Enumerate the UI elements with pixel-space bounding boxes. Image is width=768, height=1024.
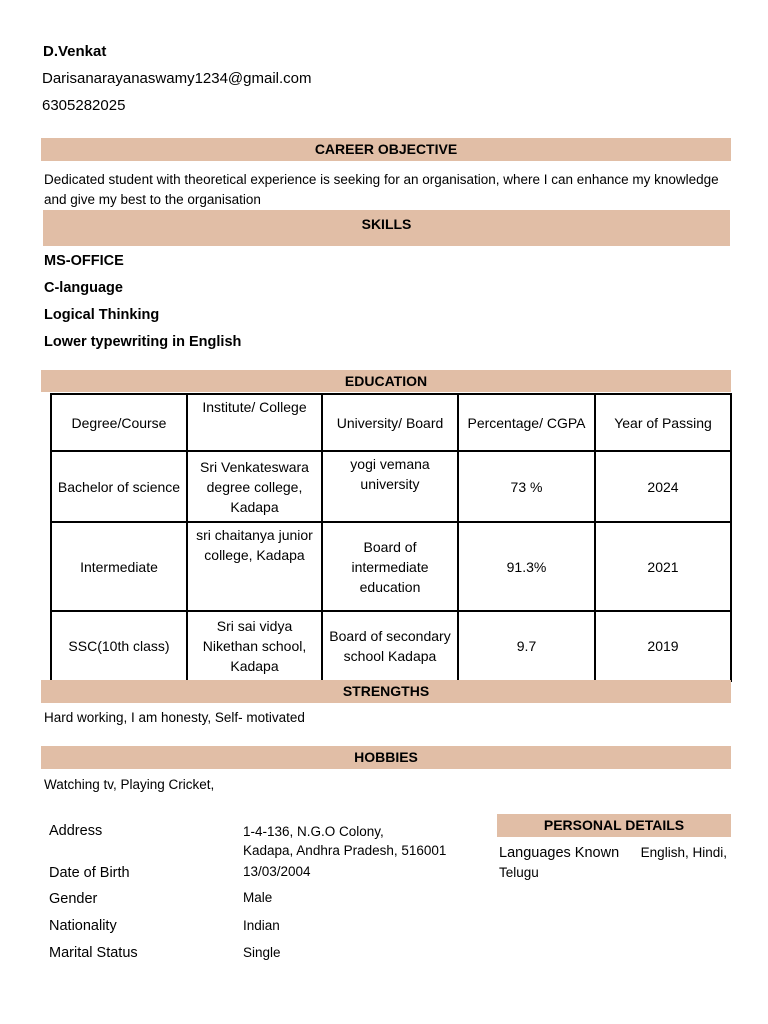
address-label: Address: [49, 823, 103, 839]
table-row: [51, 611, 731, 681]
table-cell: Bachelor of science: [51, 451, 187, 522]
header-cell: University/ Board: [322, 394, 458, 451]
header-cell: Degree/Course: [51, 394, 187, 451]
table-cell: Intermediate: [51, 522, 187, 611]
personal-details-heading: PERSONAL DETAILS: [497, 814, 731, 837]
table-row: [51, 451, 731, 522]
gender-label: Gender: [49, 891, 98, 907]
table-row: [51, 522, 731, 611]
header-cell: Year of Passing: [595, 394, 731, 451]
gender-value: Male: [243, 890, 273, 905]
skill-item: Logical Thinking: [44, 307, 160, 323]
dob-label: Date of Birth: [49, 865, 130, 881]
table-cell: Sri sai vidya Nikethan school, Kadapa: [187, 611, 322, 681]
marital-status-label: Marital Status: [49, 945, 138, 961]
table-cell: Board of intermediate education: [322, 522, 458, 611]
table-cell: sri chaitanya junior college, Kadapa: [187, 522, 322, 611]
table-cell: 2021: [595, 522, 731, 611]
strengths-heading: STRENGTHS: [41, 680, 731, 703]
marital-status-value: Single: [243, 945, 281, 960]
strengths-text: Hard working, I am honesty, Self- motivated: [44, 710, 305, 725]
nationality-value: Indian: [243, 918, 280, 933]
table-cell: Sri Venkateswara degree college, Kadapa: [187, 451, 322, 522]
languages-block: [499, 843, 729, 883]
hobbies-text: Watching tv, Playing Cricket,: [44, 777, 215, 792]
phone: 6305282025: [42, 97, 126, 114]
nationality-label: Nationality: [49, 918, 117, 934]
skills-heading: SKILLS: [43, 210, 730, 246]
candidate-name: D.Venkat: [43, 43, 107, 60]
career-objective-heading: CAREER OBJECTIVE: [41, 138, 731, 161]
skill-item: C-language: [44, 280, 123, 296]
table-cell: Board of secondary school Kadapa: [322, 611, 458, 681]
education-table: [50, 393, 732, 682]
table-cell: SSC(10th class): [51, 611, 187, 681]
table-header-row: [51, 394, 731, 451]
table-cell: 73 %: [458, 451, 595, 522]
table-cell: 91.3%: [458, 522, 595, 611]
address-line-2: Kadapa, Andhra Pradesh, 516001: [243, 843, 447, 858]
table-cell: 2019: [595, 611, 731, 681]
table-cell: 9.7: [458, 611, 595, 681]
table-cell: 2024: [595, 451, 731, 522]
career-objective-text: Dedicated student with theoretical experience is seeking for an organisation, where I can enhance my knowledge and give my best to the organisation: [44, 172, 719, 207]
address-line-1: 1-4-136, N.G.O Colony,: [243, 824, 384, 839]
table-cell: yogi vemana university: [322, 451, 458, 522]
education-heading: EDUCATION: [41, 370, 731, 392]
languages-value: English, Hindi, Telugu: [499, 845, 727, 880]
email: Darisanarayanaswamy1234@gmail.com: [42, 70, 312, 87]
dob-value: 13/03/2004: [243, 864, 311, 879]
skill-item: Lower typewriting in English: [44, 334, 242, 350]
header-cell: Percentage/ CGPA: [458, 394, 595, 451]
hobbies-heading: HOBBIES: [41, 746, 731, 769]
languages-label: Languages Known: [499, 845, 620, 861]
header-cell: Institute/ College: [187, 394, 322, 451]
skill-item: MS-OFFICE: [44, 253, 124, 269]
